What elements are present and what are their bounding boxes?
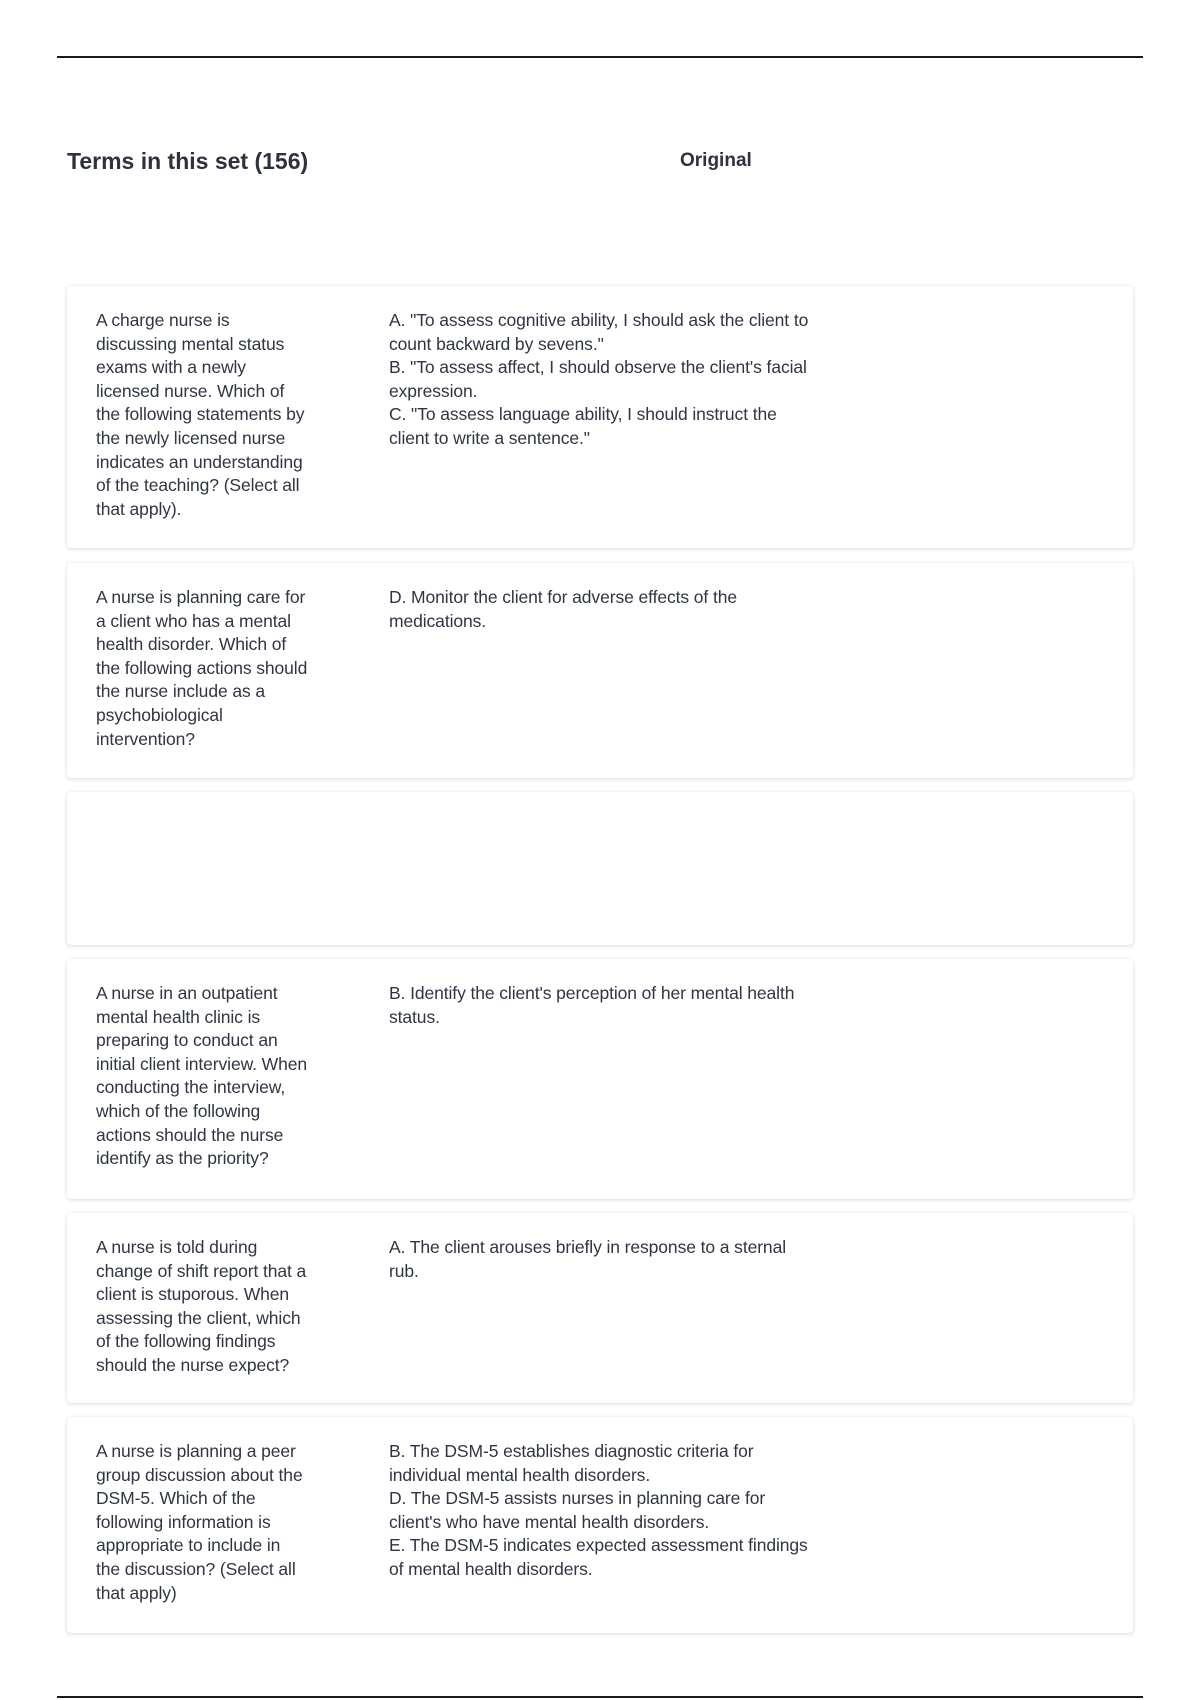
term-card xyxy=(67,1213,1133,1403)
definition-text: A. The client arouses briefly in response to a sternal rub. xyxy=(389,1237,786,1281)
top-divider xyxy=(57,56,1143,58)
column-header-original: Original xyxy=(680,150,752,171)
set-title: Terms in this set (156) xyxy=(67,148,309,174)
term-card xyxy=(67,563,1133,778)
term-text: A charge nurse is discussing mental status exams with a newly licensed nurse. Which of the following statements by the newly licensed nurse indicates an understanding of the teaching? (Select all that apply). xyxy=(96,310,305,519)
term-text: A nurse is told during change of shift report that a client is stuporous. When assessing the client, which of the following findings should the nurse expect? xyxy=(96,1237,307,1375)
term-text: A nurse is planning a peer group discussion about the DSM-5. Which of the following information is appropriate to include in the discussion? (Select all that apply) xyxy=(96,1441,303,1603)
term-text: A nurse is planning care for a client who has a mental health disorder. Which of the following actions should the nurse include as a psychobiological intervention? xyxy=(96,587,308,749)
definition-text: A. "To assess cognitive ability, I should ask the client to count backward by sevens." B. "To assess affect, I should observe the client's facial expression. C. "To assess language ability, I should instruct the client to write a sentence." xyxy=(389,310,809,448)
term-text: A nurse in an outpatient mental health clinic is preparing to conduct an initial client interview. When conducting the interview, which of the following actions should the nurse identify as the priority? xyxy=(96,983,307,1169)
term-card xyxy=(67,1417,1133,1633)
term-card-empty xyxy=(67,792,1133,945)
bottom-divider xyxy=(57,1696,1143,1698)
definition-text: D. Monitor the client for adverse effects of the medications. xyxy=(389,587,737,631)
term-card xyxy=(67,286,1133,548)
term-card xyxy=(67,959,1133,1199)
definition-text: B. The DSM-5 establishes diagnostic criteria for individual mental health disorders. D. The DSM-5 assists nurses in planning care for client's who have mental health disorders. E. The DSM-5 indicates expected assessment findings of mental health disorders. xyxy=(389,1441,808,1579)
definition-text: B. Identify the client's perception of her mental health status. xyxy=(389,983,795,1027)
